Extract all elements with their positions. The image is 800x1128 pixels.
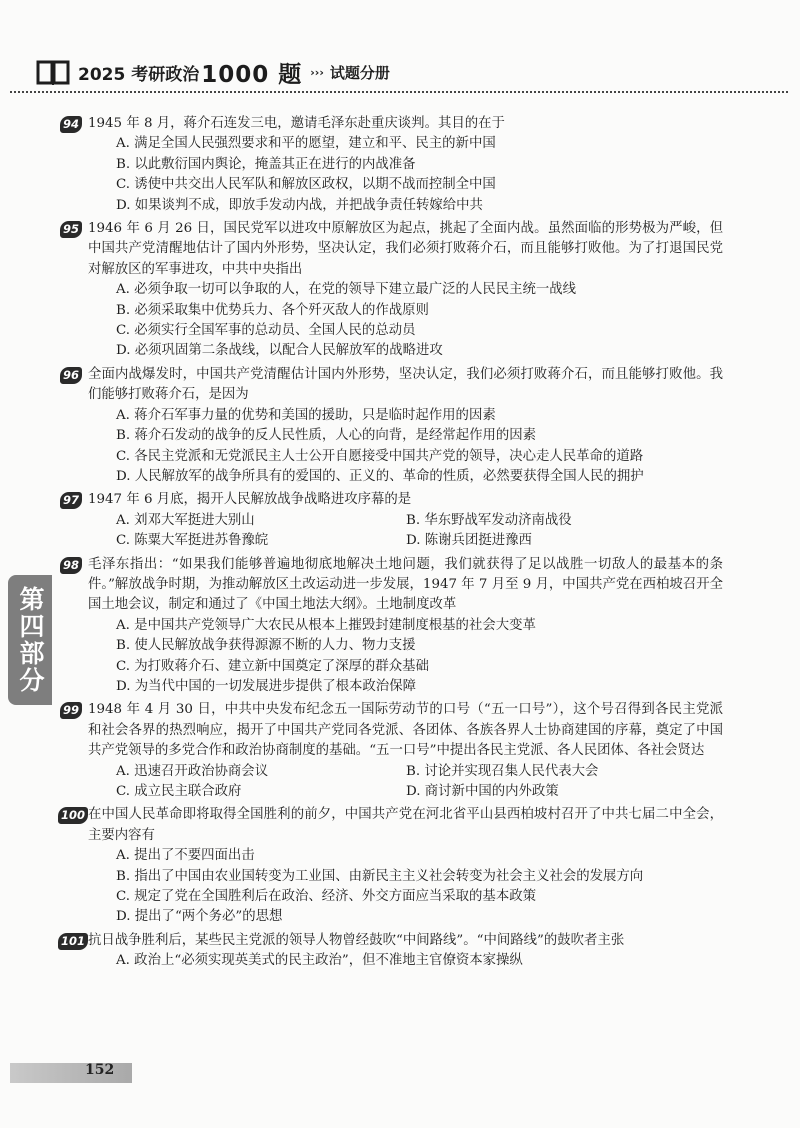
question-stem: 1946 年 6 月 26 日，国民党军以进攻中原解放区为起点，挑起了全面内战。虽然面临的形势极为严峻，但中国共产党清醒地估计了国内外形势，坚决认定，我们必须打败蒋介石，而且能够打败他。为了打退国民党对解放区的军事进攻，中共中央指出 <box>88 221 723 277</box>
question-number-badge: 94 <box>60 116 82 133</box>
option-a: A. 是中国共产党领导广大农民从根本上摧毁封建制度根基的社会大变革 <box>116 617 536 633</box>
option-a: A. 提出了不要四面出击 <box>116 848 255 864</box>
page-header <box>36 55 390 89</box>
option-b: B. 必须采取集中优势兵力、各个歼灭敌人的作战原则 <box>116 302 429 318</box>
option-b: B. 以此敷衍国内舆论，掩盖其正在进行的内战准备 <box>116 156 416 172</box>
question-98 <box>63 555 723 698</box>
option-c: C. 陈粟大军挺进苏鲁豫皖 <box>116 533 269 549</box>
page-number: 152 <box>85 1062 115 1078</box>
option-b: B. 讨论并实现召集人民代表大会 <box>406 763 599 779</box>
header-arrows: ››› <box>310 65 324 79</box>
question-number-badge: 99 <box>60 702 82 719</box>
question-94 <box>63 114 723 216</box>
option-a: A. 刘邓大军挺进大别山 <box>116 512 255 528</box>
question-stem: 1947 年 6 月底，揭开人民解放战争战略进攻序幕的是 <box>88 492 412 508</box>
option-d: D. 如果谈判不成，即放手发动内战，并把战争责任转嫁给中共 <box>116 197 483 213</box>
question-list <box>61 114 723 972</box>
question-stem: 全面内战爆发时，中国共产党清醒估计国内外形势，坚决认定，我们必须打败蒋介石，而且能够打败他。我们能够打败蒋介石，是因为 <box>88 366 723 403</box>
option-d: D. 必须巩固第二条战线，以配合人民解放军的战略进攻 <box>116 343 443 359</box>
question-stem: 毛泽东指出：“如果我们能够普遍地彻底地解决土地问题，我们就获得了足以战胜一切敌人的最基本的条件。”解放战争时期，为推动解放区土改运动进一步发展，1947 年 7 月至 9 月，中国共产党在西柏坡召开全国土地会议，制定和通过了《中国土地法大纲》。土地制度改革 <box>88 556 723 613</box>
open-book-icon <box>36 58 70 86</box>
question-number-badge: 100 <box>58 807 88 824</box>
header-year-title: 2025 考研政治 <box>78 64 200 85</box>
header-divider <box>10 91 788 93</box>
section-side-tab-label: 第四部分 <box>16 586 45 694</box>
option-a: A. 蒋介石军事力量的优势和美国的援助，只是临时起作用的因素 <box>116 407 496 423</box>
option-b: B. 华东野战军发动济南战役 <box>406 512 572 528</box>
option-c: C. 必须实行全国军事的总动员、全国人民的总动员 <box>116 323 416 339</box>
question-number-badge: 96 <box>60 367 82 384</box>
option-a: A. 必须争取一切可以争取的人，在党的领导下建立最广泛的人民民主统一战线 <box>116 282 577 298</box>
question-stem: 1948 年 4 月 30 日，中共中央发布纪念五一国际劳动节的口号（“五一口号”），这个号召得到各民主党派和社会各界的热烈响应，揭开了中国共产党同各党派、各团体、各族各界人士协商建国的序幕，奠定了中国共产党领导的多党合作和政治协商制度的基础。“五一口号”中提出各民主党派、各人民团体、各社会贤达 <box>88 702 723 759</box>
option-c: C. 成立民主联合政府 <box>116 784 242 799</box>
option-c: C. 为打败蒋介石、建立新中国奠定了深厚的群众基础 <box>116 658 429 674</box>
header-count-title: 1000 题 <box>201 61 303 88</box>
header-subtitle: 试题分册 <box>329 63 390 82</box>
question-99 <box>63 700 723 802</box>
question-stem: 1945 年 8 月，蒋介石连发三电，邀请毛泽东赴重庆谈判。其目的在于 <box>88 116 505 131</box>
option-d: D. 为当代中国的一切发展进步提供了根本政治保障 <box>116 678 416 694</box>
option-b: B. 蒋介石发动的战争的反人民性质，人心的向背，是经常起作用的因素 <box>116 428 537 444</box>
option-c: C. 诱使中共交出人民军队和解放区政权，以期不战而控制全中国 <box>116 177 496 193</box>
question-number-badge: 95 <box>60 221 82 238</box>
question-97 <box>63 490 723 551</box>
question-number-badge: 97 <box>60 492 82 509</box>
question-95 <box>63 219 723 362</box>
option-d: D. 商讨新中国的内外政策 <box>406 784 559 799</box>
option-d: D. 提出了“两个务必”的思想 <box>116 909 283 925</box>
option-d: D. 人民解放军的战争所具有的爱国的、正义的、革命的性质，必然要获得全国人民的拥护 <box>116 468 644 484</box>
question-number-badge: 101 <box>58 933 88 950</box>
option-a: A. 满足全国人民强烈要求和平的愿望，建立和平、民主的新中国 <box>116 136 496 152</box>
question-stem: 抗日战争胜利后，某些民主党派的领导人物曾经鼓吹“中间路线”。“中间路线”的鼓吹者主张 <box>88 932 625 948</box>
question-number-badge: 98 <box>60 557 82 574</box>
option-a: A. 政治上“必须实现英美式的民主政治”，但不准地主官僚资本家操纵 <box>116 953 523 969</box>
section-side-tab <box>8 575 52 705</box>
question-96 <box>63 365 723 487</box>
option-a: A. 迅速召开政治协商会议 <box>116 763 269 779</box>
question-101 <box>61 931 723 972</box>
question-stem: 在中国人民革命即将取得全国胜利的前夕，中国共产党在河北省平山县西柏坡村召开了中共七届二中全会，主要内容有 <box>88 807 723 843</box>
option-c: C. 各民主党派和无党派民主人士公开自愿接受中国共产党的领导，决心走人民革命的道路 <box>116 448 644 464</box>
question-100 <box>61 805 723 927</box>
option-b: B. 使人民解放战争获得源源不断的人力、物力支援 <box>116 638 416 654</box>
option-d: D. 陈谢兵团挺进豫西 <box>406 533 532 549</box>
option-c: C. 规定了党在全国胜利后在政治、经济、外交方面应当采取的基本政策 <box>116 889 536 905</box>
option-b: B. 指出了中国由农业国转变为工业国、由新民主主义社会转变为社会主义社会的发展方向 <box>116 868 644 884</box>
